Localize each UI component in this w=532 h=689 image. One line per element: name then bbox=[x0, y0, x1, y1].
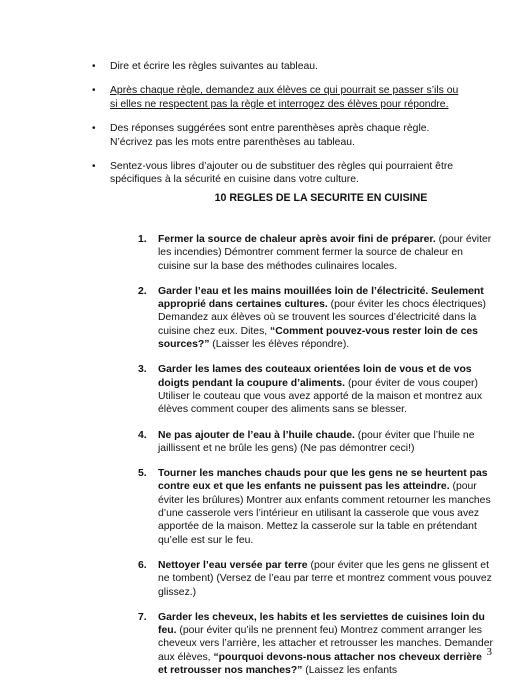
bullet-text: Après chaque règle, demandez aux élèves ce qui pourrait se passer s’ils ou si elles ne respectent pas la règle et interrogez des élèves pour répondre. bbox=[110, 85, 459, 110]
rule-bold-text: Garder les lames des couteaux orientées loin de vous et de vos doigts pendant la coupure d’aliments. bbox=[158, 364, 472, 389]
rule-number: 2. bbox=[138, 285, 147, 297]
rule-text: (pour éviter qu’ils ne prennent feu) Montrez comment arranger les cheveux vers l’arrière, les attacher et retrousser les manches. Demander aux élèves, bbox=[158, 625, 493, 663]
instruction-bullet bbox=[92, 160, 460, 187]
instruction-bullets bbox=[92, 60, 460, 198]
instruction-bullet bbox=[92, 84, 460, 111]
bullet-dot-icon: • bbox=[92, 61, 96, 72]
rule-text: (pour éviter que l’huile ne jaillissent et ne brûle les gens) (Ne pas démontrer ceci!) bbox=[158, 429, 475, 454]
rule-number: 4. bbox=[138, 429, 147, 441]
rule-text: (pour éviter que les gens ne glissent et ne tombent) (Versez de l’eau par terre et montrez comment vous pouvez glissez.) bbox=[158, 559, 492, 598]
section-title: 10 REGLES DE LA SECURITE EN CUISINE bbox=[214, 192, 428, 204]
safety-rule bbox=[138, 233, 493, 273]
rule-bold-text: Fermer la source de chaleur après avoir fini de préparer. bbox=[158, 234, 436, 245]
rule-text: (pour éviter les incendies) Démontrer comment fermer la source de chaleur en cuisine sur la base des méthodes culinaires locales. bbox=[158, 234, 492, 272]
safety-rule bbox=[138, 611, 493, 677]
bullet-text: Dire et écrire les règles suivantes au tableau. bbox=[110, 61, 318, 72]
bullet-dot-icon: • bbox=[92, 161, 96, 173]
bullet-text: Sentez-vous libres d’ajouter ou de substituer des règles qui pourraient être spécifiques à la sécurité en cuisine dans votre culture. bbox=[110, 161, 454, 186]
instruction-bullet bbox=[92, 122, 460, 149]
safety-rule bbox=[138, 285, 493, 351]
page-number: 3 bbox=[486, 646, 492, 658]
safety-rule bbox=[138, 429, 493, 456]
rule-text: (pour éviter les brûlures) Montrer aux enfants comment retourner les manches d’une casserole vers l’intérieur en utilisant la casserole que vous avez apportée de la maison. Mettez la casserole sur la table en prétendant qu’elle est sur le feu. bbox=[158, 481, 491, 546]
instruction-bullet bbox=[92, 60, 460, 73]
safety-rules-list bbox=[138, 233, 493, 689]
bullet-dot-icon: • bbox=[92, 123, 96, 135]
safety-rule bbox=[138, 363, 493, 416]
rule-number: 5. bbox=[138, 468, 147, 480]
safety-rule bbox=[138, 467, 493, 547]
rule-text: (pour éviter de vous couper) Utiliser le couteau que vous avez apporté de la maison et montrez aux élèves comment couper des aliments sans se blesser. bbox=[158, 377, 483, 416]
safety-rule bbox=[138, 559, 493, 599]
rule-text: (Laissez les enfants bbox=[302, 665, 398, 677]
rule-text: (Laisser les élèves répondre). bbox=[209, 339, 350, 351]
rule-bold-text: Garder les cheveux, les habits et les serviettes de cuisines loin du feu. bbox=[158, 611, 485, 637]
rule-bold-text: “Comment pouvez-vous rester loin de ces sources?” bbox=[158, 325, 478, 351]
rule-text: (pour éviter les chocs électriques) Demandez aux élèves où se trouvent les sources d’électricité dans la cuisine chez eux. Dites, bbox=[158, 299, 487, 337]
rule-bold-text: Nettoyer l’eau versée par terre bbox=[158, 559, 308, 571]
rule-number: 7. bbox=[138, 611, 147, 623]
rule-bold-text: Tourner les manches chauds pour que les gens ne se heurtent pas contre eux et que les enfants ne puissent pas les atteindre. bbox=[158, 468, 488, 493]
rule-bold-text: Ne pas ajouter de l’eau à l’huile chaude. bbox=[158, 429, 355, 441]
rule-bold-text: Garder l’eau et les mains mouillées loin de l’électricité. Seulement approprié dans certaines cultures. bbox=[158, 285, 484, 311]
bullet-text: Des réponses suggérées sont entre parenthèses après chaque règle. N’écrivez pas les mots entre parenthèses au tableau. bbox=[110, 123, 430, 148]
bullet-dot-icon: • bbox=[92, 85, 96, 97]
rule-number: 1. bbox=[138, 234, 147, 245]
rule-bold-text: “pourquoi devons-nous attacher nos cheveux derrière et retrousser nos manches?” bbox=[158, 651, 482, 677]
rule-number: 3. bbox=[138, 364, 147, 376]
rule-number: 6. bbox=[138, 559, 147, 571]
